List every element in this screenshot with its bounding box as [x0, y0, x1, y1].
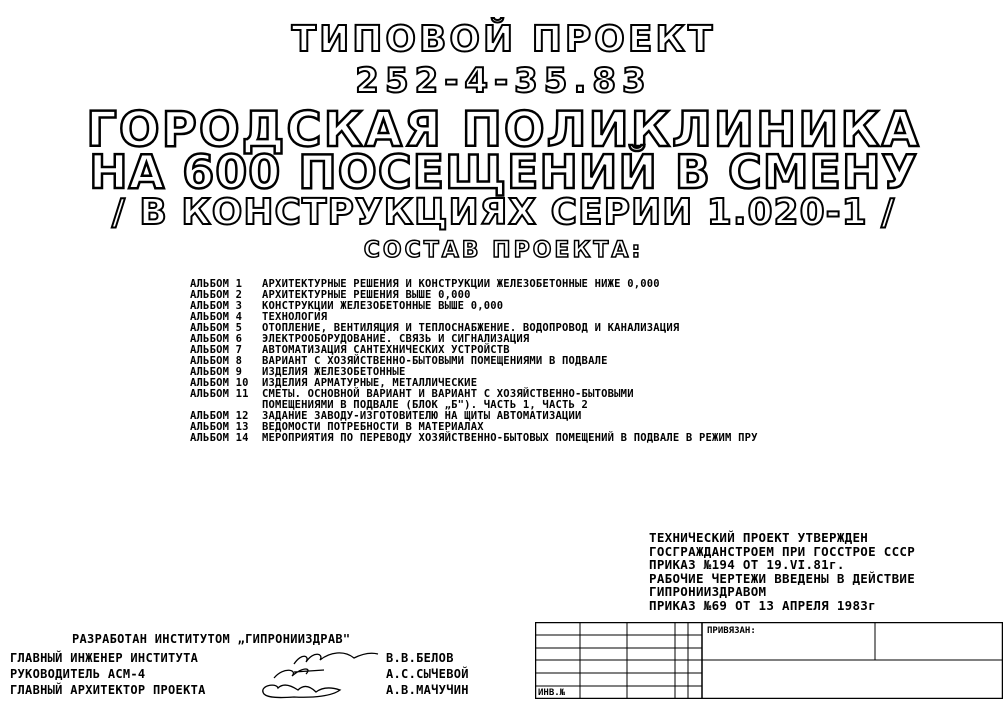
album-description-line: ТЕХНОЛОГИЯ: [262, 311, 328, 323]
album-description-line: АРХИТЕКТУРНЫЕ РЕШЕНИЯ ВЫШЕ 0,000: [262, 289, 471, 301]
album-label: АЛЬБОМ 2: [190, 289, 243, 301]
approval-line: ПРИКАЗ №69 ОТ 13 АПРЕЛЯ 1983г: [649, 597, 876, 613]
role-head-asm: РУКОВОДИТЕЛЬ АСМ-4: [10, 667, 146, 681]
signature-chief-engineer: [294, 653, 378, 664]
role-chief-engineer: ГЛАВНЫЙ ИНЖЕНЕР ИНСТИТУТА: [10, 651, 199, 665]
album-description-line: АРХИТЕКТУРНЫЕ РЕШЕНИЯ И КОНСТРУКЦИИ ЖЕЛЕЗОБЕТОННЫЕ НИЖЕ 0,000: [262, 278, 660, 290]
approval-block: [649, 531, 915, 612]
title-project-number: 252-4-35.83: [355, 61, 652, 101]
privyazan-label: ПРИВЯЗАН:: [707, 626, 756, 636]
album-description-line: ПОМЕЩЕНИЯМИ В ПОДВАЛЕ (БЛОК „Б"). ЧАСТЬ 1, ЧАСТЬ 2: [262, 399, 589, 411]
title-capacity: НА 600 ПОСЕЩЕНИЙ В СМЕНУ: [89, 145, 918, 199]
album-description-line: ИЗДЕЛИЯ ЖЕЛЕЗОБЕТОННЫЕ: [262, 366, 406, 378]
album-description: [262, 389, 910, 411]
developed-by: РАЗРАБОТАН ИНСТИТУТОМ „ГИПРОНИИЗДРАВ": [72, 632, 351, 646]
approval-line: ГОСГРАЖДАНСТРОЕМ ПРИ ГОССТРОЕ СССР: [649, 543, 916, 559]
signature-head-asm: [274, 669, 324, 678]
album-description: [262, 301, 910, 312]
album-row: [190, 433, 910, 444]
album-label: АЛЬБОМ 7: [190, 344, 243, 356]
approval-line: РАБОЧИЕ ЧЕРТЕЖИ ВВЕДЕНЫ В ДЕЙСТВИЕ: [649, 570, 916, 586]
approval-line: ГИПРОНИИЗДРАВОМ: [649, 584, 767, 599]
album-label: АЛЬБОМ 4: [190, 311, 243, 323]
album-label: АЛЬБОМ 8: [190, 355, 243, 367]
album-description-line: СМЕТЫ. ОСНОВНОЙ ВАРИАНТ И ВАРИАНТ С ХОЗЯЙСТВЕННО-БЫТОВЫМИ: [262, 388, 634, 400]
album-description-line: АВТОМАТИЗАЦИЯ САНТЕХНИЧЕСКИХ УСТРОЙСТВ: [262, 344, 510, 356]
album-row: [190, 389, 910, 411]
stamp-grid: [535, 622, 1003, 699]
name-head-asm: А.С.СЫЧЕВОЙ: [386, 667, 469, 681]
album-label: АЛЬБОМ 3: [190, 300, 243, 312]
album-description-line: ИЗДЕЛИЯ АРМАТУРНЫЕ, МЕТАЛЛИЧЕСКИЕ: [262, 377, 478, 389]
album-description-line: МЕРОПРИЯТИЯ ПО ПЕРЕВОДУ ХОЗЯЙСТВЕННО-БЫТОВЫХ ПОМЕЩЕНИЙ В ПОДВАЛЕ В РЕЖИМ ПРУ: [262, 432, 758, 444]
album-description-line: ВАРИАНТ С ХОЗЯЙСТВЕННО-БЫТОВЫМИ ПОМЕЩЕНИЯМИ В ПОДВАЛЕ: [262, 355, 608, 367]
album-label: АЛЬБОМ 6: [190, 333, 243, 345]
album-list: [190, 279, 910, 444]
album-description-line: КОНСТРУКЦИИ ЖЕЛЕЗОБЕТОННЫЕ ВЫШЕ 0,000: [262, 300, 504, 312]
signature-chief-architect: [263, 685, 340, 698]
album-label: АЛЬБОМ 10: [190, 377, 249, 389]
album-description-line: ВЕДОМОСТИ ПОТРЕБНОСТИ В МАТЕРИАЛАХ: [262, 421, 484, 433]
album-label: АЛЬБОМ 11: [190, 388, 249, 400]
album-label: АЛЬБОМ 1: [190, 278, 243, 290]
album-description: [262, 433, 910, 444]
title-building-name: ГОРОДСКАЯ ПОЛИКЛИНИКА: [86, 102, 921, 158]
stamp-table: [535, 622, 1003, 699]
album-description-line: ОТОПЛЕНИЕ, ВЕНТИЛЯЦИЯ И ТЕПЛОСНАБЖЕНИЕ. ВОДОПРОВОД И КАНАЛИЗАЦИЯ: [262, 322, 680, 334]
album-description-line: ЗАДАНИЕ ЗАВОДУ-ИЗГОТОВИТЕЛЮ НА ЩИТЫ АВТОМАТИЗАЦИИ: [262, 410, 582, 422]
album-label: АЛЬБОМ 13: [190, 421, 249, 433]
album-description-line: ЭЛЕКТРООБОРУДОВАНИЕ. СВЯЗЬ И СИГНАЛИЗАЦИЯ: [262, 333, 530, 345]
role-chief-architect: ГЛАВНЫЙ АРХИТЕКТОР ПРОЕКТА: [10, 683, 206, 697]
signatures: [254, 642, 384, 702]
inventory-number-label: ИНВ.№: [538, 688, 566, 698]
name-chief-engineer: В.В.БЕЛОВ: [386, 651, 454, 665]
name-chief-architect: А.В.МАЧУЧИН: [386, 683, 469, 697]
album-label: АЛЬБОМ 12: [190, 410, 249, 422]
approval-line: ТЕХНИЧЕСКИЙ ПРОЕКТ УТВЕРЖДЕН: [649, 530, 869, 545]
album-label: АЛЬБОМ 14: [190, 432, 249, 444]
approval-line: ПРИКАЗ №194 ОТ 19.VI.81г.: [649, 557, 845, 572]
album-label: АЛЬБОМ 5: [190, 322, 243, 334]
section-title: СОСТАВ ПРОЕКТА:: [363, 238, 644, 263]
album-label: АЛЬБОМ 9: [190, 366, 243, 378]
title-project-type: ТИПОВОЙ ПРОЕКТ: [291, 19, 716, 60]
title-series: / В КОНСТРУКЦИЯХ СЕРИИ 1.020-1 /: [111, 192, 896, 233]
